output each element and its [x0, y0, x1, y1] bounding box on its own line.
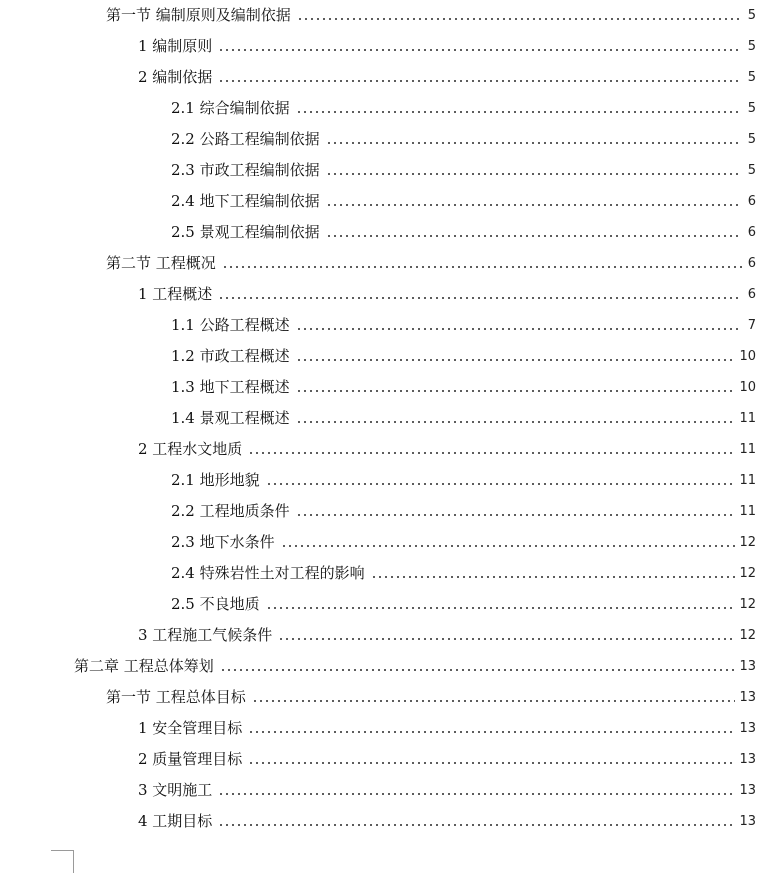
toc-entry-label: 3 文明施工	[138, 781, 213, 799]
toc-page-number: 13	[739, 752, 756, 767]
toc-entry-subheading[interactable]	[171, 372, 756, 403]
toc-page-number: 6	[747, 225, 756, 240]
toc-entry-label: 2.4 地下工程编制依据	[171, 192, 320, 210]
toc-dot-leader	[371, 576, 736, 578]
toc-entry-heading[interactable]	[138, 620, 756, 651]
toc-dot-leader	[326, 142, 742, 144]
toc-entry-subheading[interactable]	[171, 496, 756, 527]
toc-dot-leader	[281, 545, 736, 547]
toc-dot-leader	[326, 204, 742, 206]
toc-page-number: 11	[739, 473, 756, 488]
toc-dot-leader	[296, 514, 736, 516]
toc-entry-label: 2.5 景观工程编制依据	[171, 223, 320, 241]
toc-dot-leader	[248, 762, 735, 764]
toc-entry-label: 1.3 地下工程概述	[171, 378, 290, 396]
toc-dot-leader	[296, 390, 736, 392]
toc-page-number: 6	[747, 287, 756, 302]
toc-page-number: 13	[739, 783, 756, 798]
toc-entry-section-2-1[interactable]	[106, 682, 756, 713]
toc-entry-heading[interactable]	[138, 279, 756, 310]
toc-page-number: 10	[739, 349, 756, 364]
toc-entry-subheading[interactable]	[171, 558, 756, 589]
toc-entry-label: 1 安全管理目标	[138, 719, 243, 737]
toc-entry-heading[interactable]	[138, 62, 756, 93]
toc-dot-leader	[278, 638, 735, 640]
toc-dot-leader	[218, 793, 735, 795]
toc-entry-label: 2 质量管理目标	[138, 750, 243, 768]
toc-entry-subheading[interactable]	[171, 93, 756, 124]
toc-entry-subheading[interactable]	[171, 589, 756, 620]
toc-entry-label: 1.4 景观工程概述	[171, 409, 290, 427]
toc-dot-leader	[296, 359, 736, 361]
toc-entry-subheading[interactable]	[171, 124, 756, 155]
toc-page-number: 13	[739, 814, 756, 829]
toc-page-number: 5	[747, 101, 756, 116]
toc-page-number: 11	[739, 504, 756, 519]
toc-dot-leader	[218, 49, 742, 51]
toc-page-number: 7	[747, 318, 756, 333]
toc-entry-label: 1.1 公路工程概述	[171, 316, 290, 334]
toc-dot-leader	[266, 483, 736, 485]
toc-page-number: 13	[739, 721, 756, 736]
toc-page-number: 5	[747, 39, 756, 54]
toc-page-number: 6	[747, 256, 756, 271]
toc-dot-leader	[248, 452, 735, 454]
toc-page-number: 5	[747, 70, 756, 85]
toc-dot-leader	[296, 328, 742, 330]
toc-entry-section-1-2[interactable]	[106, 248, 756, 279]
toc-entry-label: 2 编制依据	[138, 68, 213, 86]
toc-entry-subheading[interactable]	[171, 186, 756, 217]
toc-dot-leader	[220, 669, 736, 671]
toc-dot-leader	[248, 731, 735, 733]
toc-entry-label: 第二节 工程概况	[106, 254, 216, 272]
page-corner-crop-mark	[51, 850, 74, 873]
toc-entry-subheading[interactable]	[171, 465, 756, 496]
toc-page-number: 12	[739, 566, 756, 581]
toc-page-number: 10	[739, 380, 756, 395]
toc-entry-label: 第二章 工程总体筹划	[74, 657, 214, 675]
toc-entry-label: 1 工程概述	[138, 285, 213, 303]
toc-entry-label: 1.2 市政工程概述	[171, 347, 290, 365]
toc-entry-section-1-1[interactable]	[106, 0, 756, 31]
toc-entry-heading[interactable]	[138, 434, 756, 465]
toc-page-number: 13	[739, 659, 756, 674]
toc-page-number: 12	[739, 535, 756, 550]
toc-entry-label: 2.2 工程地质条件	[171, 502, 290, 520]
toc-dot-leader	[297, 18, 742, 20]
toc-page-number: 6	[747, 194, 756, 209]
toc-dot-leader	[222, 266, 742, 268]
toc-entry-label: 第一节 编制原则及编制依据	[106, 6, 291, 24]
toc-page-number: 11	[739, 442, 756, 457]
toc-dot-leader	[266, 607, 736, 609]
toc-entry-label: 2 工程水文地质	[138, 440, 243, 458]
toc-entry-label: 2.4 特殊岩性土对工程的影响	[171, 564, 365, 582]
toc-page-number: 5	[747, 163, 756, 178]
toc-dot-leader	[296, 421, 736, 423]
toc-dot-leader	[326, 235, 742, 237]
toc-entry-subheading[interactable]	[171, 155, 756, 186]
toc-entry-subheading[interactable]	[171, 527, 756, 558]
toc-entry-label: 4 工期目标	[138, 812, 213, 830]
toc-dot-leader	[252, 700, 736, 702]
toc-entry-label: 2.3 地下水条件	[171, 533, 275, 551]
toc-entry-subheading[interactable]	[171, 403, 756, 434]
toc-entry-label: 1 编制原则	[138, 37, 213, 55]
toc-entry-label: 3 工程施工气候条件	[138, 626, 273, 644]
toc-entry-label: 2.1 综合编制依据	[171, 99, 290, 117]
toc-page-number: 12	[739, 628, 756, 643]
toc-entry-subheading[interactable]	[171, 341, 756, 372]
toc-page-number: 12	[739, 597, 756, 612]
toc-entry-label: 2.2 公路工程编制依据	[171, 130, 320, 148]
toc-page-number: 11	[739, 411, 756, 426]
toc-entry-subheading[interactable]	[171, 310, 756, 341]
toc-dot-leader	[218, 80, 742, 82]
toc-dot-leader	[296, 111, 742, 113]
toc-entry-heading[interactable]	[138, 775, 756, 806]
toc-page-number: 5	[747, 132, 756, 147]
toc-entry-label: 2.3 市政工程编制依据	[171, 161, 320, 179]
toc-dot-leader	[326, 173, 742, 175]
toc-entry-label: 2.5 不良地质	[171, 595, 260, 613]
toc-entry-label: 2.1 地形地貌	[171, 471, 260, 489]
toc-page-number: 5	[747, 8, 756, 23]
toc-entry-heading[interactable]	[138, 806, 756, 837]
toc-entry-subheading[interactable]	[171, 217, 756, 248]
toc-dot-leader	[218, 297, 742, 299]
toc-entry-heading[interactable]	[138, 744, 756, 775]
toc-dot-leader	[218, 824, 735, 826]
toc-page-number: 13	[739, 690, 756, 705]
toc-entry-heading[interactable]	[138, 713, 756, 744]
toc-entry-heading[interactable]	[138, 31, 756, 62]
toc-entry-chapter-2[interactable]	[74, 651, 756, 682]
toc-entry-label: 第一节 工程总体目标	[106, 688, 246, 706]
